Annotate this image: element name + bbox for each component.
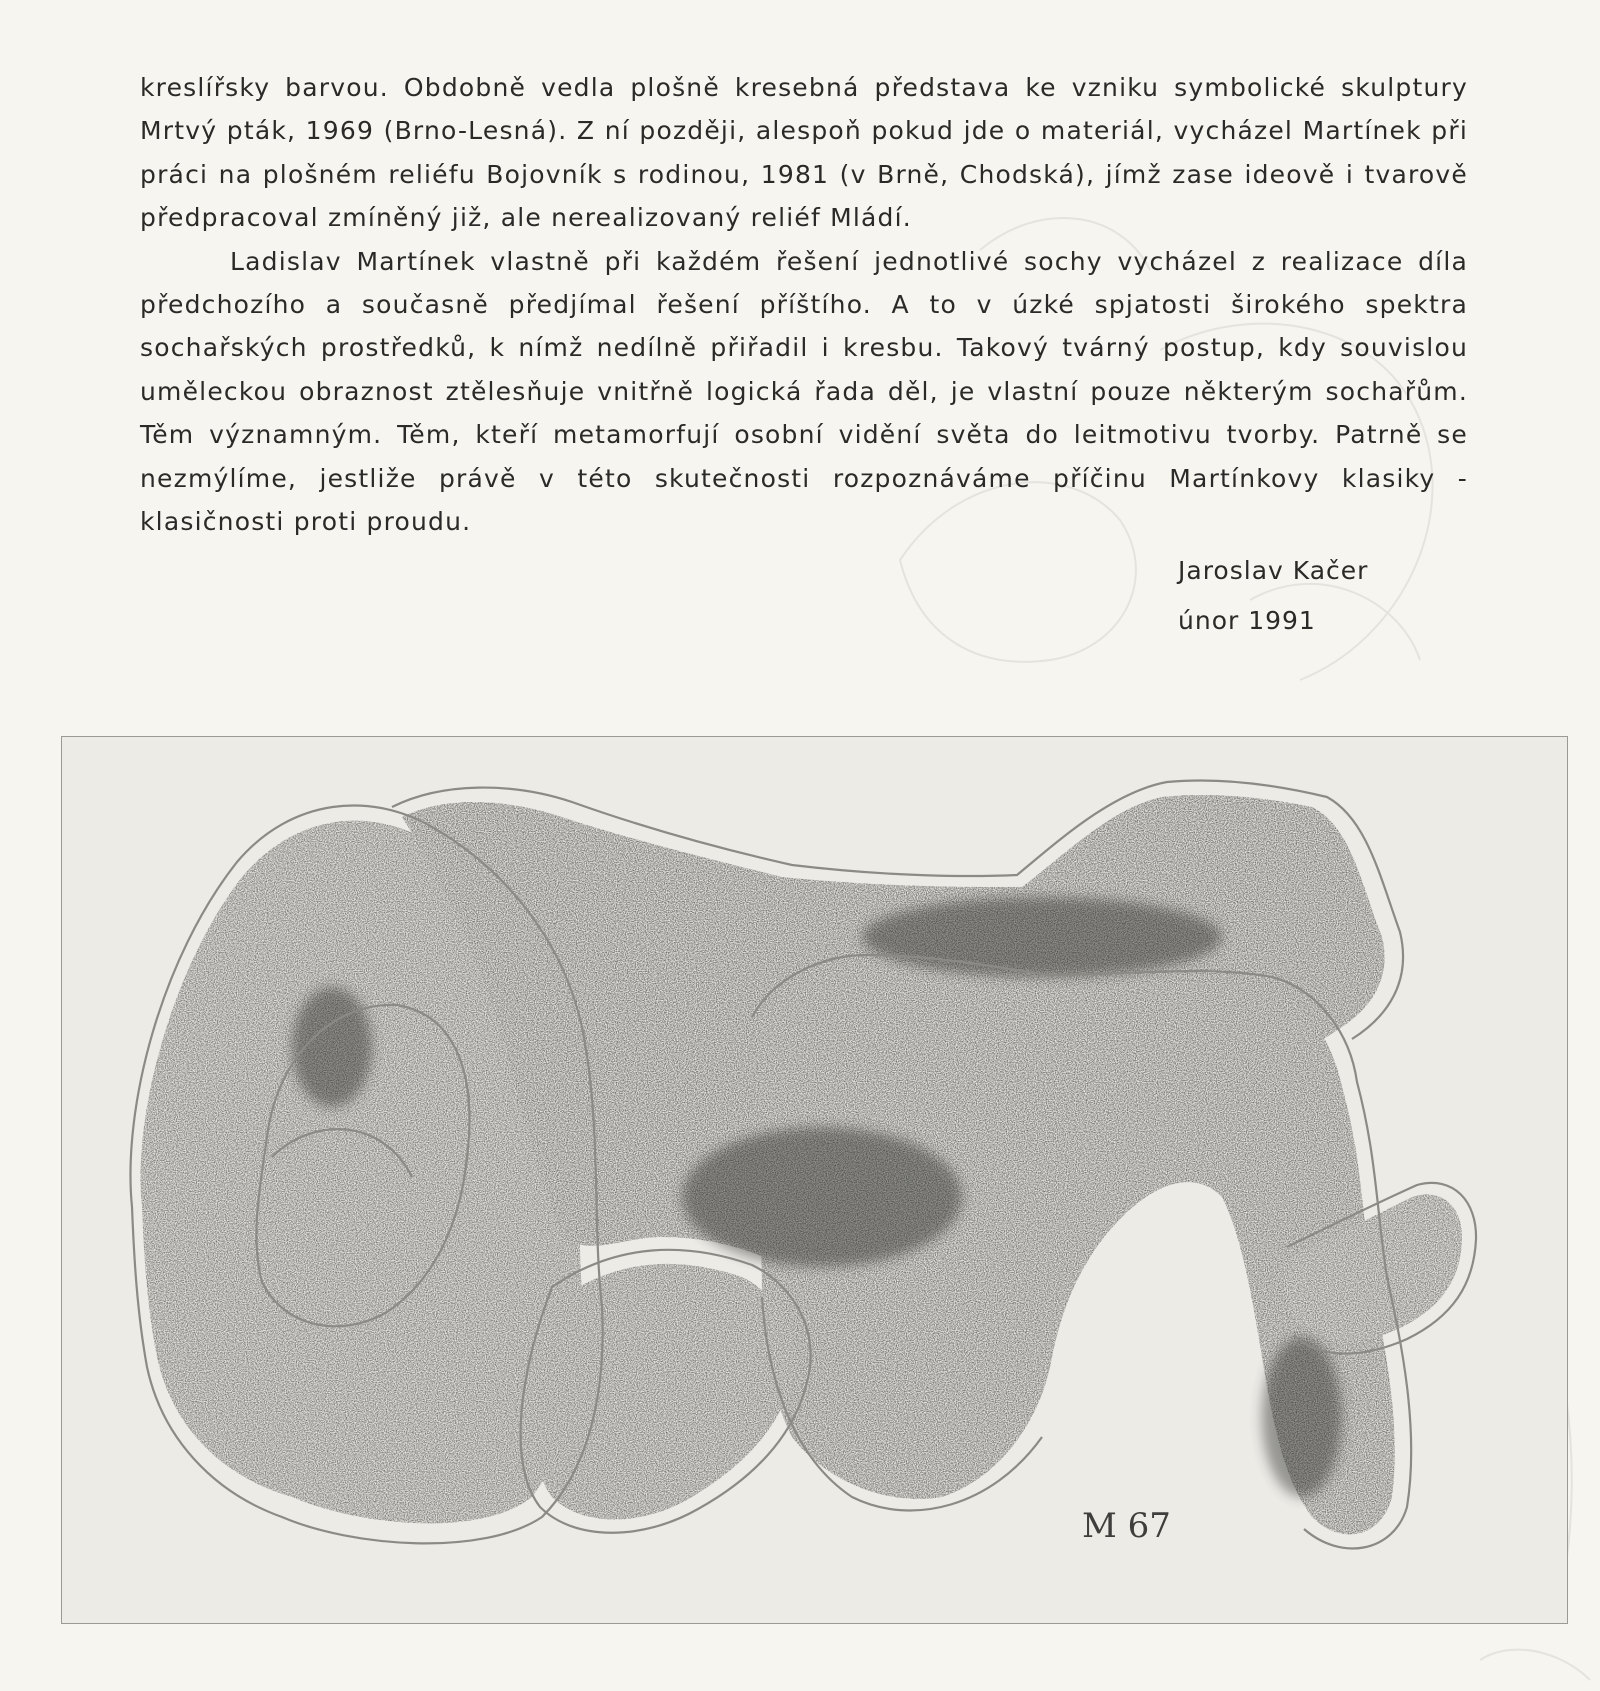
drawing-canvas	[62, 737, 1568, 1624]
artist-monogram: M 67	[1082, 1506, 1171, 1546]
publication-date: únor 1991	[1178, 606, 1316, 635]
paragraph-1: kreslířsky barvou. Obdobně vedla plošně kresebná představa ke vzniku symbolické skulptury Mrtvý pták, 1969 (Brno-Lesná). Z ní později, alespoň pokud jde o materiál, vycházel Martínek při práci na plošném reliéfu Bojovník s rodinou, 1981 (v Brně, Chodská), jímž zase ideově i tvarově předpracoval zmíněný již, ale nerealizovaný reliéf Mládí.	[140, 73, 1468, 233]
author-name: Jaroslav Kačer	[1178, 556, 1369, 585]
paragraph-2: Ladislav Martínek vlastně při každém řešení jednotlivé sochy vycházel z realizace díla předchozího a současně předjímal řešení příštího. A to v úzké spjatosti širokého spektra sochařských prostředků, k nímž nedílně přiřadil i kresbu. Takový tvárný postup, kdy souvislou uměleckou obraznost ztělesňuje vnitřně logická řada děl, je vlastní pouze některým sochařům. Těm významným. Těm, kteří metamorfují osobní vidění světa do leitmotivu tvorby. Patrně se nezmýlíme, jestliže právě v této skutečnosti rozpoznáváme příčinu Martínkovy klasiky - klasičnosti proti proudu.	[140, 246, 1468, 537]
article-text	[140, 66, 1468, 543]
charcoal-drawing	[61, 736, 1568, 1624]
author-signature-block	[1178, 546, 1368, 646]
